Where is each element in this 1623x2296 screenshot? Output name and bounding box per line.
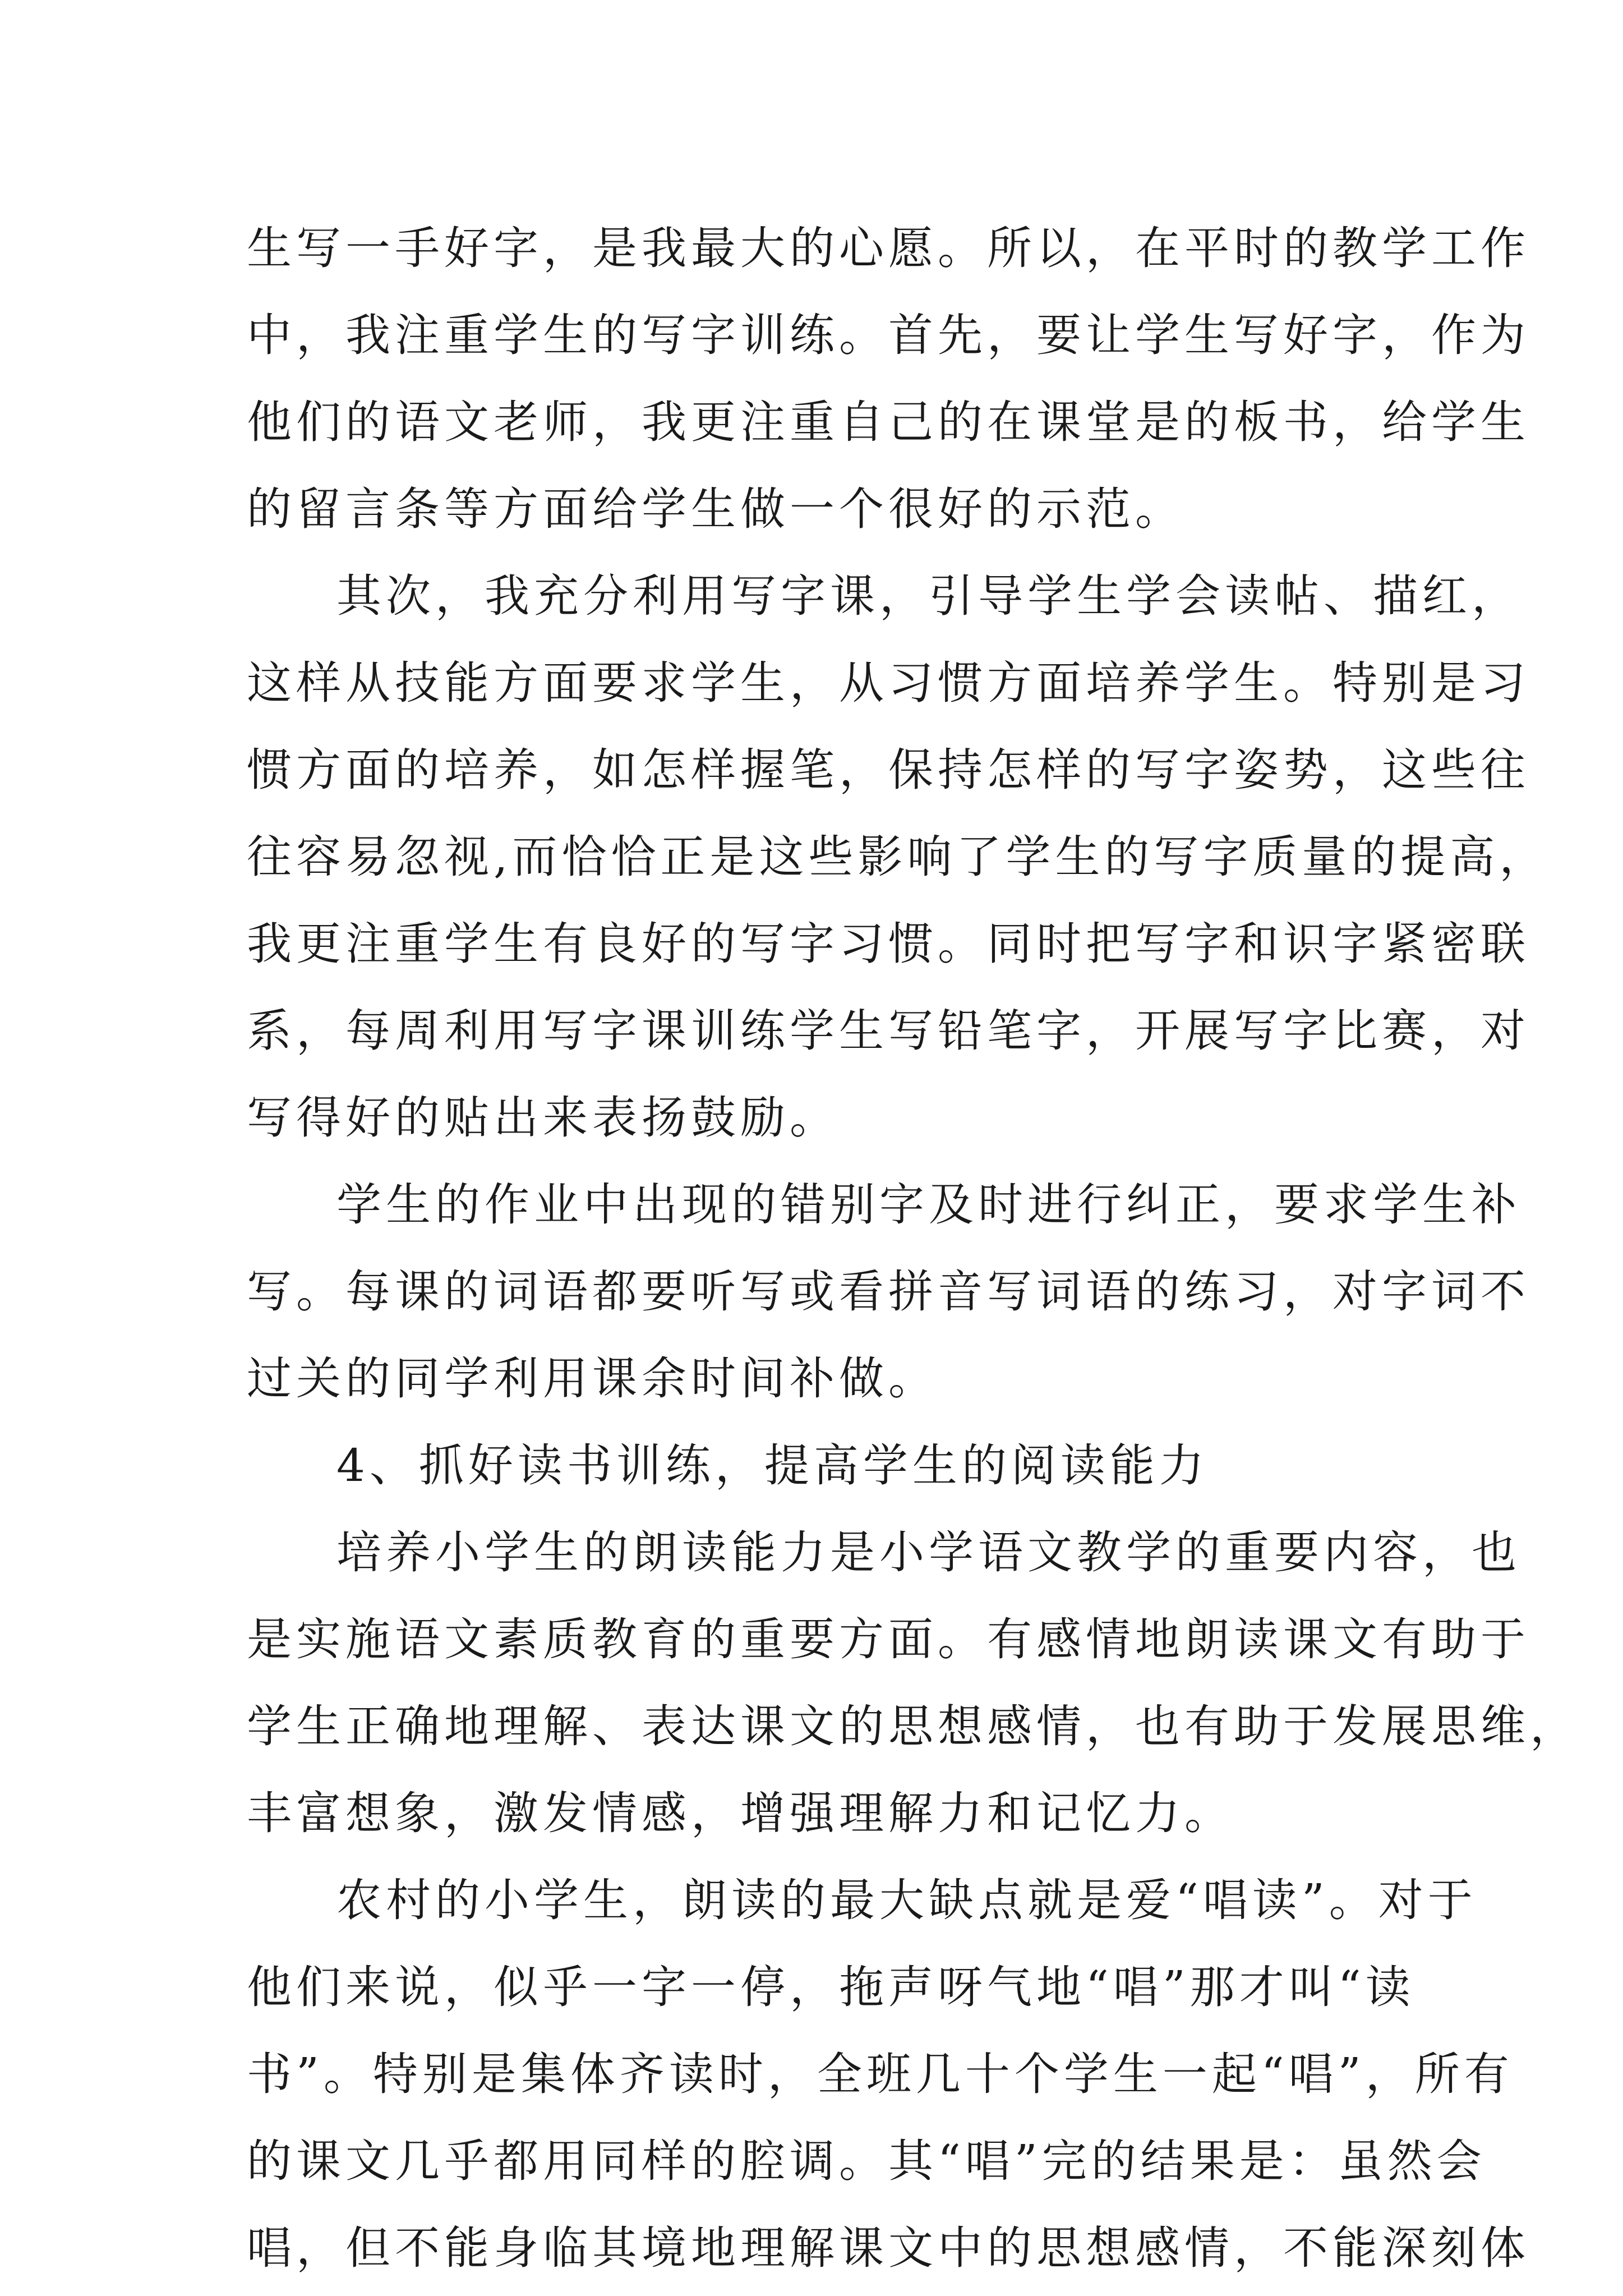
text-line: 我更注重学生有良好的写字习惯。同时把写字和识字紧密联 (247, 918, 1530, 970)
text-line: 培养小学生的朗读能力是小学语文教学的重要内容，也 (336, 1526, 1521, 1579)
text-line: 的课文几乎都用同样的腔调。其“唱”完的结果是：虽然会 (247, 2135, 1486, 2187)
text-line: 唱，但不能身临其境地理解课文中的思想感情，不能深刻体 (247, 2222, 1530, 2274)
text-line: 生写一手好字，是我最大的心愿。所以，在平时的教学工作 (247, 222, 1530, 274)
text-line: 的留言条等方面给学生做一个很好的示范。 (247, 483, 1184, 535)
text-line: 学生正确地理解、表达课文的思想感情，也有助于发展思维， (247, 1700, 1579, 1752)
text-line: 中，我注重学生的写字训练。首先，要让学生写好字，作为 (247, 309, 1530, 361)
text-line: 他们的语文老师，我更注重自己的在课堂是的板书，给学生 (247, 396, 1530, 448)
text-line: 系，每周利用写字课训练学生写铅笔字，开展写字比赛，对 (247, 1005, 1530, 1057)
text-line: 是实施语文素质教育的重要方面。有感情地朗读课文有助于 (247, 1613, 1530, 1665)
text-line: 书”。特别是集体齐读时，全班几十个学生一起“唱”，所有 (247, 2048, 1514, 2100)
text-line: 往容易忽视,而恰恰正是这些影响了学生的写字质量的提高， (247, 831, 1549, 883)
text-line: 惯方面的培养，如怎样握笔，保持怎样的写字姿势，这些往 (247, 744, 1530, 796)
text-line: 这样从技能方面要求学生，从习惯方面培养学生。特别是习 (247, 657, 1530, 709)
text-line: 丰富想象，激发情感，增强理解力和记忆力。 (247, 1787, 1234, 1839)
document-page (247, 205, 1579, 2292)
text-line: 他们来说，似乎一字一停，拖声呀气地“唱”那才叫“读 (247, 1961, 1415, 2013)
text-line: 写得好的贴出来表扬鼓励。 (247, 1092, 839, 1144)
text-line: 农村的小学生，朗读的最大缺点就是爱“唱读”。对于 (336, 1874, 1477, 1926)
text-line: 其次，我充分利用写字课，引导学生学会读帖、描红， (336, 570, 1521, 622)
text-line: 学生的作业中出现的错别字及时进行纠正，要求学生补 (336, 1179, 1521, 1231)
text-line: 写。每课的词语都要听写或看拼音写词语的练习，对字词不 (247, 1266, 1530, 1318)
text-line: 4、抓好读书训练，提高学生的阅读能力 (336, 1439, 1209, 1492)
text-line: 过关的同学利用课余时间补做。 (247, 1352, 938, 1405)
